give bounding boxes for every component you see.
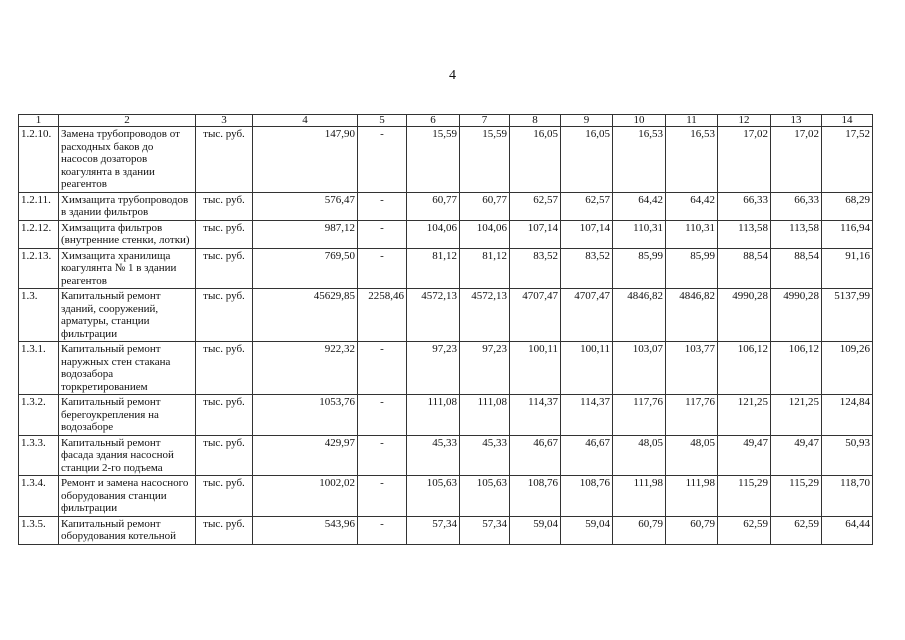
value-cell-v9: 114,37 [561,395,613,436]
value-cell-v7: 104,06 [460,220,510,248]
value-cell-v11: 16,53 [666,127,718,193]
value-cell-v10: 16,53 [613,127,666,193]
table-row [19,342,873,395]
value-cell-v7: 15,59 [460,127,510,193]
column-header-2: 2 [59,115,196,127]
value-cell-v5: 2258,46 [358,289,407,342]
value-cell-v6: 105,63 [407,476,460,517]
value-cell-v9: 62,57 [561,192,613,220]
item-name-cell: Капитальный ремонт оборудования котельной [59,516,196,544]
item-name-cell: Капитальный ремонт наружных стен стакана водозабора торкретированием [59,342,196,395]
value-cell-v13: 49,47 [771,435,822,476]
value-cell-v11: 103,77 [666,342,718,395]
table-row [19,289,873,342]
value-cell-v13: 88,54 [771,248,822,289]
value-cell-v8: 16,05 [510,127,561,193]
value-cell-v10: 111,98 [613,476,666,517]
item-code-cell: 1.2.12. [19,220,59,248]
value-cell-v14: 109,26 [822,342,873,395]
value-cell-v4: 922,32 [253,342,358,395]
value-cell-v10: 4846,82 [613,289,666,342]
table-row [19,220,873,248]
value-cell-v8: 4707,47 [510,289,561,342]
value-cell-v7: 60,77 [460,192,510,220]
item-code-cell: 1.3.2. [19,395,59,436]
value-cell-v9: 59,04 [561,516,613,544]
value-cell-v4: 987,12 [253,220,358,248]
value-cell-v10: 64,42 [613,192,666,220]
page-bottom-margin [0,606,905,640]
value-cell-v4: 1053,76 [253,395,358,436]
item-name-cell: Химзащита трубопроводов в здании фильтров [59,192,196,220]
unit-cell: тыс. руб. [196,248,253,289]
value-cell-v5: - [358,248,407,289]
page-number: 4 [449,68,456,83]
value-cell-v7: 81,12 [460,248,510,289]
value-cell-v10: 48,05 [613,435,666,476]
value-cell-v6: 15,59 [407,127,460,193]
value-cell-v14: 116,94 [822,220,873,248]
value-cell-v4: 429,97 [253,435,358,476]
value-cell-v8: 62,57 [510,192,561,220]
column-header-3: 3 [196,115,253,127]
value-cell-v6: 81,12 [407,248,460,289]
value-cell-v10: 85,99 [613,248,666,289]
value-cell-v4: 45629,85 [253,289,358,342]
value-cell-v14: 5137,99 [822,289,873,342]
column-header-11: 11 [666,115,718,127]
value-cell-v13: 66,33 [771,192,822,220]
value-cell-v12: 121,25 [718,395,771,436]
value-cell-v6: 104,06 [407,220,460,248]
value-cell-v10: 103,07 [613,342,666,395]
item-name-cell: Капитальный ремонт фасада здания насосной станции 2-го подъема [59,435,196,476]
value-cell-v14: 50,93 [822,435,873,476]
value-cell-v5: - [358,342,407,395]
value-cell-v9: 46,67 [561,435,613,476]
item-code-cell: 1.3. [19,289,59,342]
value-cell-v11: 117,76 [666,395,718,436]
value-cell-v5: - [358,435,407,476]
unit-cell: тыс. руб. [196,342,253,395]
item-name-cell: Ремонт и замена насосного оборудования станции фильтрации [59,476,196,517]
value-cell-v13: 121,25 [771,395,822,436]
value-cell-v9: 83,52 [561,248,613,289]
budget-table [18,114,873,545]
value-cell-v13: 113,58 [771,220,822,248]
value-cell-v7: 111,08 [460,395,510,436]
value-cell-v13: 106,12 [771,342,822,395]
value-cell-v7: 4572,13 [460,289,510,342]
item-code-cell: 1.2.13. [19,248,59,289]
table-row [19,435,873,476]
value-cell-v5: - [358,476,407,517]
value-cell-v4: 543,96 [253,516,358,544]
value-cell-v7: 97,23 [460,342,510,395]
table-row [19,476,873,517]
table-row [19,248,873,289]
item-code-cell: 1.2.10. [19,127,59,193]
value-cell-v9: 100,11 [561,342,613,395]
value-cell-v7: 45,33 [460,435,510,476]
header-row [19,115,873,127]
value-cell-v11: 85,99 [666,248,718,289]
value-cell-v5: - [358,127,407,193]
column-header-6: 6 [407,115,460,127]
item-name-cell: Капитальный ремонт зданий, сооружений, арматуры, станции фильтрации [59,289,196,342]
value-cell-v5: - [358,516,407,544]
column-header-12: 12 [718,115,771,127]
value-cell-v6: 4572,13 [407,289,460,342]
value-cell-v8: 83,52 [510,248,561,289]
value-cell-v8: 108,76 [510,476,561,517]
table-row [19,127,873,193]
value-cell-v12: 49,47 [718,435,771,476]
item-name-cell: Химзащита хранилища коагулянта № 1 в здании реагентов [59,248,196,289]
column-header-13: 13 [771,115,822,127]
column-header-8: 8 [510,115,561,127]
column-header-14: 14 [822,115,873,127]
value-cell-v9: 108,76 [561,476,613,517]
unit-cell: тыс. руб. [196,289,253,342]
table-header [19,115,873,127]
value-cell-v13: 4990,28 [771,289,822,342]
value-cell-v13: 62,59 [771,516,822,544]
value-cell-v4: 147,90 [253,127,358,193]
value-cell-v4: 1002,02 [253,476,358,517]
value-cell-v5: - [358,192,407,220]
value-cell-v4: 576,47 [253,192,358,220]
value-cell-v7: 105,63 [460,476,510,517]
value-cell-v6: 111,08 [407,395,460,436]
unit-cell: тыс. руб. [196,476,253,517]
table-row [19,395,873,436]
column-header-7: 7 [460,115,510,127]
value-cell-v14: 64,44 [822,516,873,544]
value-cell-v8: 46,67 [510,435,561,476]
value-cell-v11: 48,05 [666,435,718,476]
value-cell-v5: - [358,220,407,248]
value-cell-v13: 17,02 [771,127,822,193]
value-cell-v6: 60,77 [407,192,460,220]
value-cell-v11: 4846,82 [666,289,718,342]
value-cell-v10: 117,76 [613,395,666,436]
value-cell-v8: 59,04 [510,516,561,544]
value-cell-v12: 106,12 [718,342,771,395]
item-name-cell: Химзащита фильтров (внутренние стенки, лотки) [59,220,196,248]
value-cell-v14: 17,52 [822,127,873,193]
value-cell-v13: 115,29 [771,476,822,517]
value-cell-v4: 769,50 [253,248,358,289]
value-cell-v9: 107,14 [561,220,613,248]
value-cell-v12: 17,02 [718,127,771,193]
value-cell-v6: 45,33 [407,435,460,476]
column-header-5: 5 [358,115,407,127]
value-cell-v10: 110,31 [613,220,666,248]
value-cell-v12: 66,33 [718,192,771,220]
value-cell-v8: 114,37 [510,395,561,436]
value-cell-v11: 64,42 [666,192,718,220]
value-cell-v14: 124,84 [822,395,873,436]
value-cell-v14: 118,70 [822,476,873,517]
value-cell-v11: 110,31 [666,220,718,248]
table-row [19,192,873,220]
unit-cell: тыс. руб. [196,395,253,436]
value-cell-v14: 91,16 [822,248,873,289]
value-cell-v9: 16,05 [561,127,613,193]
column-header-9: 9 [561,115,613,127]
value-cell-v8: 107,14 [510,220,561,248]
item-code-cell: 1.3.5. [19,516,59,544]
unit-cell: тыс. руб. [196,220,253,248]
value-cell-v6: 57,34 [407,516,460,544]
value-cell-v8: 100,11 [510,342,561,395]
table-row [19,516,873,544]
value-cell-v12: 115,29 [718,476,771,517]
value-cell-v11: 111,98 [666,476,718,517]
unit-cell: тыс. руб. [196,516,253,544]
value-cell-v9: 4707,47 [561,289,613,342]
unit-cell: тыс. руб. [196,127,253,193]
item-code-cell: 1.3.4. [19,476,59,517]
column-header-1: 1 [19,115,59,127]
table-body [19,127,873,545]
value-cell-v14: 68,29 [822,192,873,220]
item-code-cell: 1.3.3. [19,435,59,476]
value-cell-v12: 113,58 [718,220,771,248]
value-cell-v12: 62,59 [718,516,771,544]
unit-cell: тыс. руб. [196,192,253,220]
value-cell-v11: 60,79 [666,516,718,544]
item-name-cell: Капитальный ремонт берегоукрепления на водозаборе [59,395,196,436]
value-cell-v7: 57,34 [460,516,510,544]
value-cell-v12: 4990,28 [718,289,771,342]
item-code-cell: 1.2.11. [19,192,59,220]
value-cell-v10: 60,79 [613,516,666,544]
value-cell-v6: 97,23 [407,342,460,395]
column-header-4: 4 [253,115,358,127]
item-name-cell: Замена трубопроводов от расходных баков до насосов дозаторов коагулянта в здании реагентов [59,127,196,193]
item-code-cell: 1.3.1. [19,342,59,395]
unit-cell: тыс. руб. [196,435,253,476]
column-header-10: 10 [613,115,666,127]
value-cell-v12: 88,54 [718,248,771,289]
value-cell-v5: - [358,395,407,436]
